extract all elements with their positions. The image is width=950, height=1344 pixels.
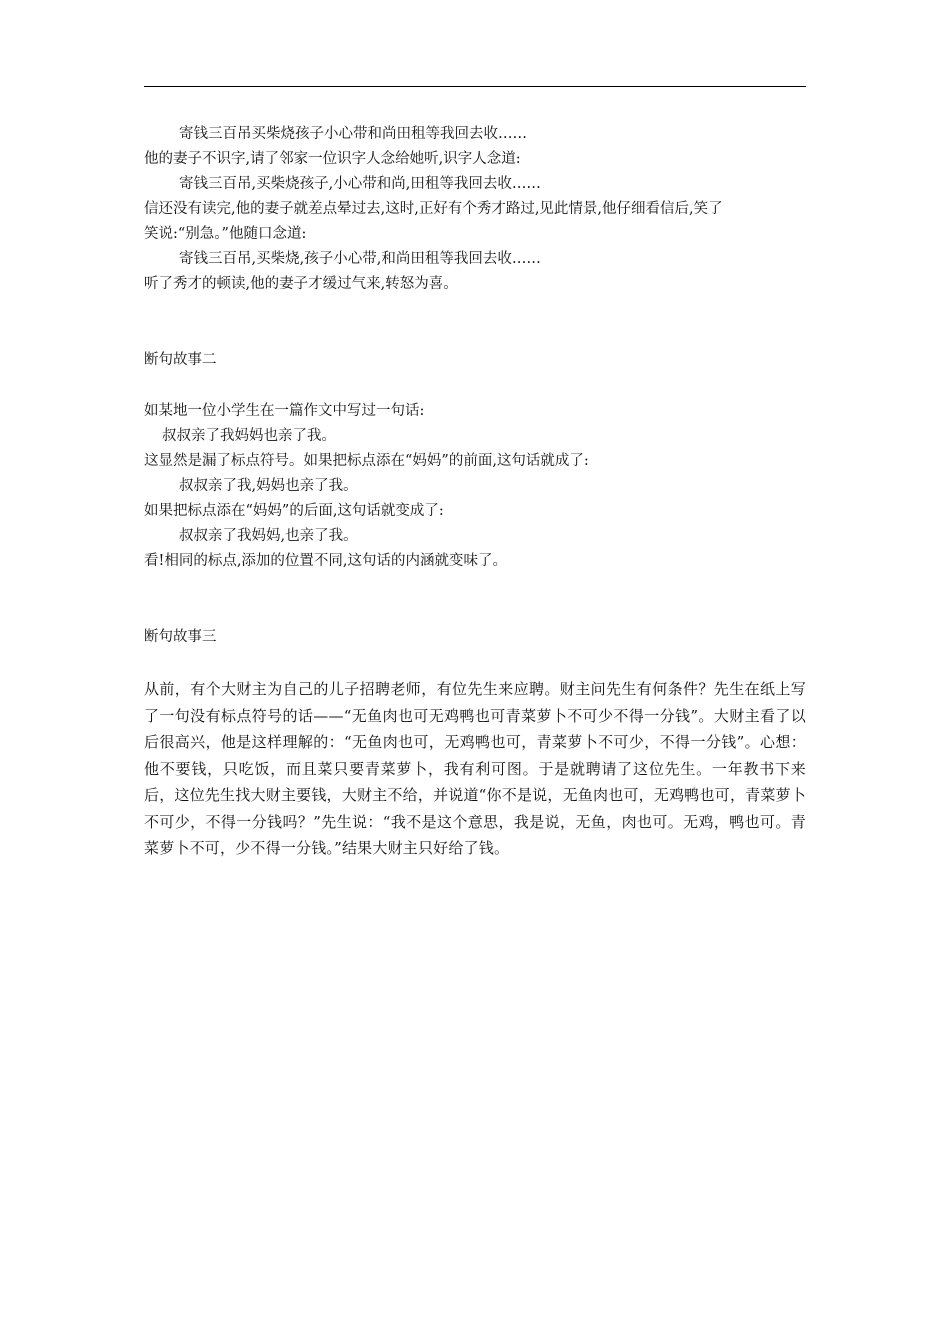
body-text-line: 如果把标点添在“妈妈”的后面,这句话就变成了: [144, 503, 444, 519]
example-sentence-line: 叔叔亲了我妈妈,也亲了我。 [179, 528, 358, 544]
letter-scholar-reading-line: 寄钱三百吊,买柴烧,孩子小心带,和尚田租等我回去收…… [179, 251, 541, 267]
story-three-section [144, 625, 806, 862]
body-text-line: 笑说:“别急。”他随口念道: [144, 226, 307, 242]
body-text-line: 如某地一位小学生在一篇作文中写过一句话: [144, 403, 425, 419]
section-spacer [144, 297, 806, 348]
heading-spacer [144, 650, 806, 676]
heading-spacer [144, 373, 806, 399]
story-two-section [144, 348, 806, 574]
body-text-line: 信还没有读完,他的妻子就差点晕过去,这时,正好有个秀才路过,见此情景,他仔细看信后,笑了 [144, 201, 723, 217]
page-header-rule [144, 86, 806, 87]
section-heading: 断句故事二 [144, 352, 217, 368]
body-text-line: 看!相同的标点,添加的位置不同,这句话的内涵就变味了。 [144, 553, 508, 569]
document-body [144, 122, 806, 862]
story-one-section [144, 122, 806, 297]
body-text-line: 这显然是漏了标点符号。如果把标点添在“妈妈”的前面,这句话就成了: [144, 453, 589, 469]
story-paragraph: 从前，有个大财主为自己的儿子招聘老师，有位先生来应聘。财主问先生有何条件？先生在纸上写了一句没有标点符号的话——“无鱼肉也可无鸡鸭也可青菜萝卜不可少不得一分钱”。大财主看了以后很高兴，他是这样理解的：“无鱼肉也可，无鸡鸭也可，青菜萝卜不可少，不得一分钱”。心想：他不要钱，只吃饭，而且菜只要青菜萝卜，我有利可图。于是就聘请了这位先生。一年教书下来后，这位先生找大财主要钱，大财主不给，并说道“你不是说，无鱼肉也可，无鸡鸭也可，青菜萝卜不可少，不得一分钱吗？”先生说：“我不是这个意思，我是说，无鱼，肉也可。无鸡，鸭也可。青菜萝卜不可，少不得一分钱。”结果大财主只好给了钱。 [144, 680, 806, 857]
example-sentence-line: 叔叔亲了我妈妈也亲了我。 [162, 428, 336, 444]
body-text-line: 听了秀才的顿读,他的妻子才缓过气来,转怒为喜。 [144, 276, 458, 292]
letter-original-line: 寄钱三百吊买柴烧孩子小心带和尚田租等我回去收…… [179, 126, 527, 142]
section-heading: 断句故事三 [144, 629, 217, 645]
body-text-line: 他的妻子不识字,请了邻家一位识字人念给她听,识字人念道: [144, 151, 521, 167]
letter-neighbor-reading-line: 寄钱三百吊,买柴烧孩子,小心带和尚,田租等我回去收…… [179, 176, 541, 192]
section-spacer [144, 574, 806, 625]
example-sentence-line: 叔叔亲了我,妈妈也亲了我。 [179, 478, 358, 494]
